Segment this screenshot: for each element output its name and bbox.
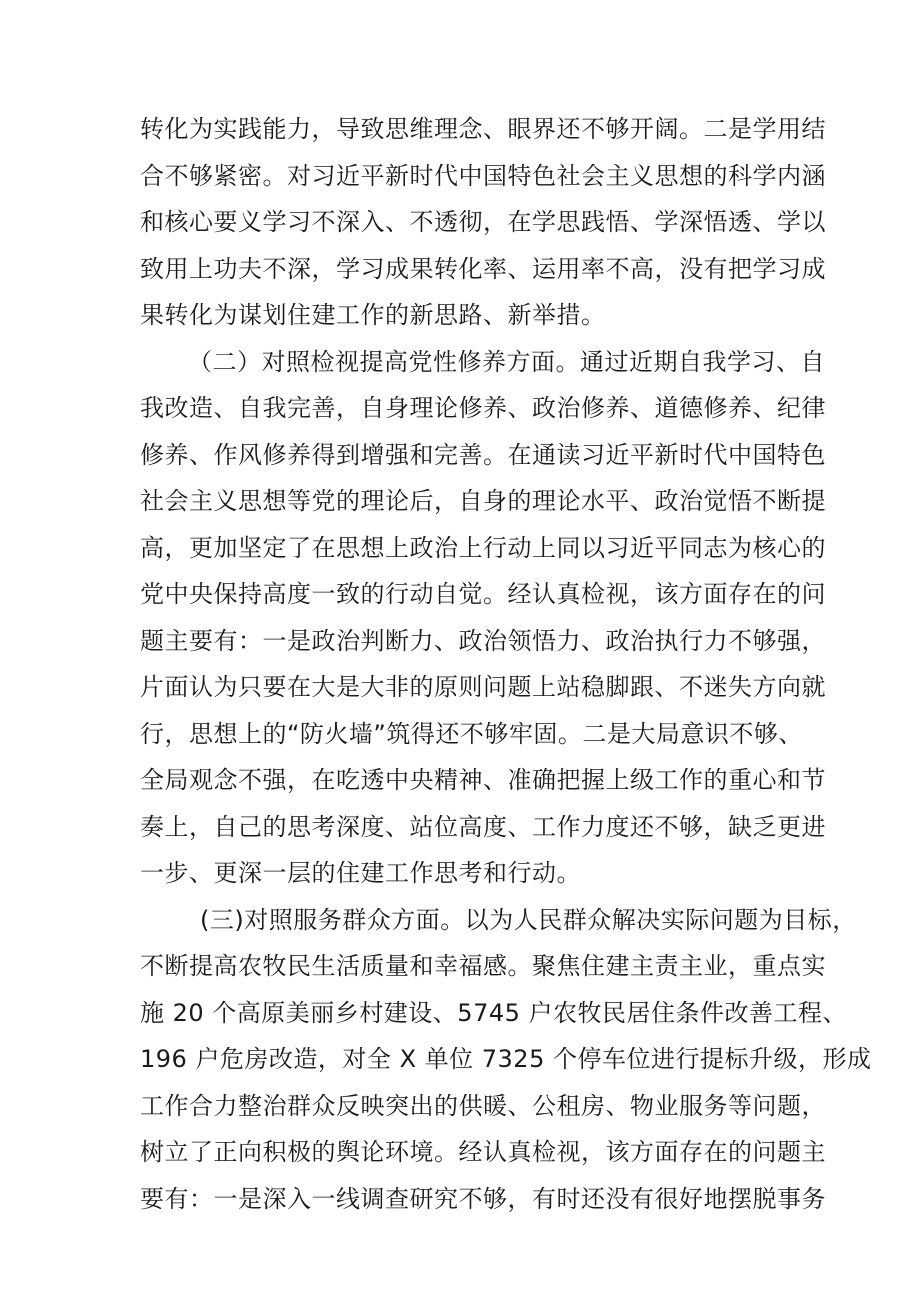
text-line: 施 20 个高原美丽乡村建设、5745 户农牧民居住条件改善工程、	[140, 998, 848, 1027]
text-line: 高，更加坚定了在思想上政治上行动上同以习近平同志为核心的	[140, 533, 826, 562]
text-line: 和核心要义学习不深入、不透彻，在学思践悟、学深悟透、学以	[140, 208, 826, 236]
text-line: 修养、作风修养得到增强和完善。在通读习近平新时代中国特色	[140, 440, 826, 469]
paragraph-2	[140, 339, 826, 897]
text-line: 党中央保持高度一致的行动自觉。经认真检视，该方面存在的问	[140, 580, 826, 608]
paragraph-1	[140, 106, 826, 339]
text-line: 我改造、自我完善，自身理论修养、政治修养、道德修养、纪律	[140, 394, 826, 422]
text-line: （二）对照检视提高党性修养方面。通过近期自我学习、自	[188, 347, 825, 376]
text-line: 致用上功夫不深，学习成果转化率、运用率不高，没有把学习成	[140, 254, 826, 283]
text-line: 片面认为只要在大是大非的原则问题上站稳脚跟、不迷失方向就	[140, 673, 826, 701]
text-line: 全局观念不强，在吃透中央精神、准确把握上级工作的重心和节	[140, 766, 826, 794]
text-line: 行，思想上的“防火墙”筑得还不够牢固。二是大局意识不够、	[140, 719, 803, 748]
text-line: 工作合力整治群众反映突出的供暖、公租房、物业服务等问题，	[140, 1091, 826, 1120]
text-line: 果转化为谋划住建工作的新思路、新举措。	[140, 301, 606, 329]
text-line: 转化为实践能力，导致思维理念、眼界还不够开阔。二是学用结	[140, 115, 826, 143]
text-line: 树立了正向积极的舆论环境。经认真检视，该方面存在的问题主	[140, 1138, 826, 1166]
document-body	[140, 106, 872, 1222]
text-line: 一步、更深一层的住建工作思考和行动。	[140, 859, 581, 887]
text-line: (三)对照服务群众方面。以为人民群众解决实际问题为目标，	[200, 905, 857, 934]
text-line: 合不够紧密。对习近平新时代中国特色社会主义思想的科学内涵	[140, 161, 826, 190]
text-line: 奏上，自己的思考深度、站位高度、工作力度还不够，缺乏更进	[140, 812, 826, 841]
text-line: 196 户危房改造，对全 X 单位 7325 个停车位进行提标升级，形成	[140, 1045, 872, 1073]
text-line: 社会主义思想等党的理论后，自身的理论水平、政治觉悟不断提	[140, 487, 826, 515]
text-line: 不断提高农牧民生活质量和幸福感。聚焦住建主责主业，重点实	[140, 952, 826, 980]
paragraph-3	[140, 897, 872, 1223]
text-line: 要有：一是深入一线调查研究不够，有时还没有很好地摆脱事务	[140, 1184, 826, 1213]
text-line: 题主要有：一是政治判断力、政治领悟力、政治执行力不够强，	[140, 626, 826, 655]
